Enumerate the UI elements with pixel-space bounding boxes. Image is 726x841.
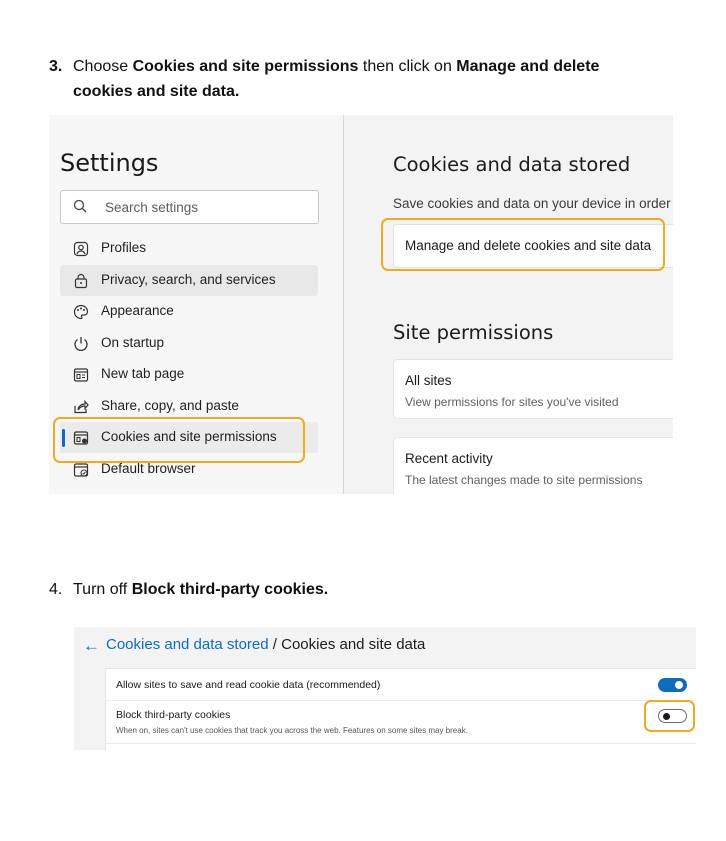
palette-icon: [73, 304, 89, 320]
profile-icon: [73, 241, 89, 257]
step-number: 3.: [49, 58, 63, 75]
cookies-section-subtitle: Save cookies and data on your device in order: [393, 196, 671, 211]
settings-title: Settings: [60, 149, 159, 177]
sidebar-item-share[interactable]: Share, copy, and paste: [60, 391, 318, 422]
manage-cookies-link[interactable]: Manage and delete cookies and site data: [393, 224, 673, 268]
highlight-cookies-permissions: [53, 417, 305, 463]
breadcrumb-current: Cookies and site data: [281, 636, 426, 653]
cookie-settings-panel: [105, 668, 696, 750]
new-tab-icon: [73, 367, 89, 383]
toggle-knob: [675, 681, 683, 689]
search-input[interactable]: [60, 190, 319, 224]
sidebar-item-new-tab[interactable]: New tab page: [60, 359, 318, 390]
block-third-party-description: When on, sites can't use cookies that track you across the web. Features on some sites may break.: [116, 726, 468, 735]
sidebar-item-cookies[interactable]: Cookies and site permissions: [60, 422, 318, 453]
breadcrumb-link[interactable]: Cookies and data stored: [106, 636, 269, 653]
recent-activity-item[interactable]: Recent activity The latest changes made to site permissions: [393, 437, 673, 494]
step-4-instruction: 4. Turn off Block third-party cookies.: [49, 577, 669, 602]
highlight-manage-cookies: [381, 218, 665, 271]
step-number: 4.: [49, 581, 63, 598]
cookies-section-title: Cookies and data stored: [393, 153, 631, 176]
settings-content: [344, 115, 673, 494]
divider: [106, 700, 696, 701]
browser-icon: [73, 462, 89, 478]
sidebar-item-startup[interactable]: On startup: [60, 328, 318, 359]
sidebar-item-profiles[interactable]: Profiles: [60, 233, 318, 264]
search-icon: [73, 199, 87, 213]
divider: [106, 743, 696, 744]
power-icon: [73, 336, 89, 352]
site-permissions-title: Site permissions: [393, 321, 554, 344]
sidebar-item-default-browser[interactable]: Default browser: [60, 454, 318, 485]
sidebar-item-appearance[interactable]: Appearance: [60, 296, 318, 327]
highlight-block-toggle: [644, 700, 695, 732]
share-icon: [73, 399, 89, 415]
allow-cookies-label: Allow sites to save and read cookie data (recommended): [116, 679, 381, 691]
cookies-site-data-screenshot: [74, 627, 696, 750]
block-third-party-label: Block third-party cookies: [116, 709, 231, 721]
step-3-instruction: 3. Choose Cookies and site permissions then click on Manage and delete cookies and site data.: [49, 54, 669, 104]
allow-cookies-toggle[interactable]: [658, 678, 687, 692]
back-arrow-icon[interactable]: ←: [83, 636, 100, 655]
search-placeholder: Search settings: [105, 200, 199, 215]
lock-icon: [73, 273, 89, 289]
all-sites-item[interactable]: All sites View permissions for sites you've visited: [393, 359, 673, 419]
breadcrumb: Cookies and data stored / Cookies and site data: [106, 636, 426, 653]
sidebar-item-privacy[interactable]: Privacy, search, and services: [60, 265, 318, 296]
